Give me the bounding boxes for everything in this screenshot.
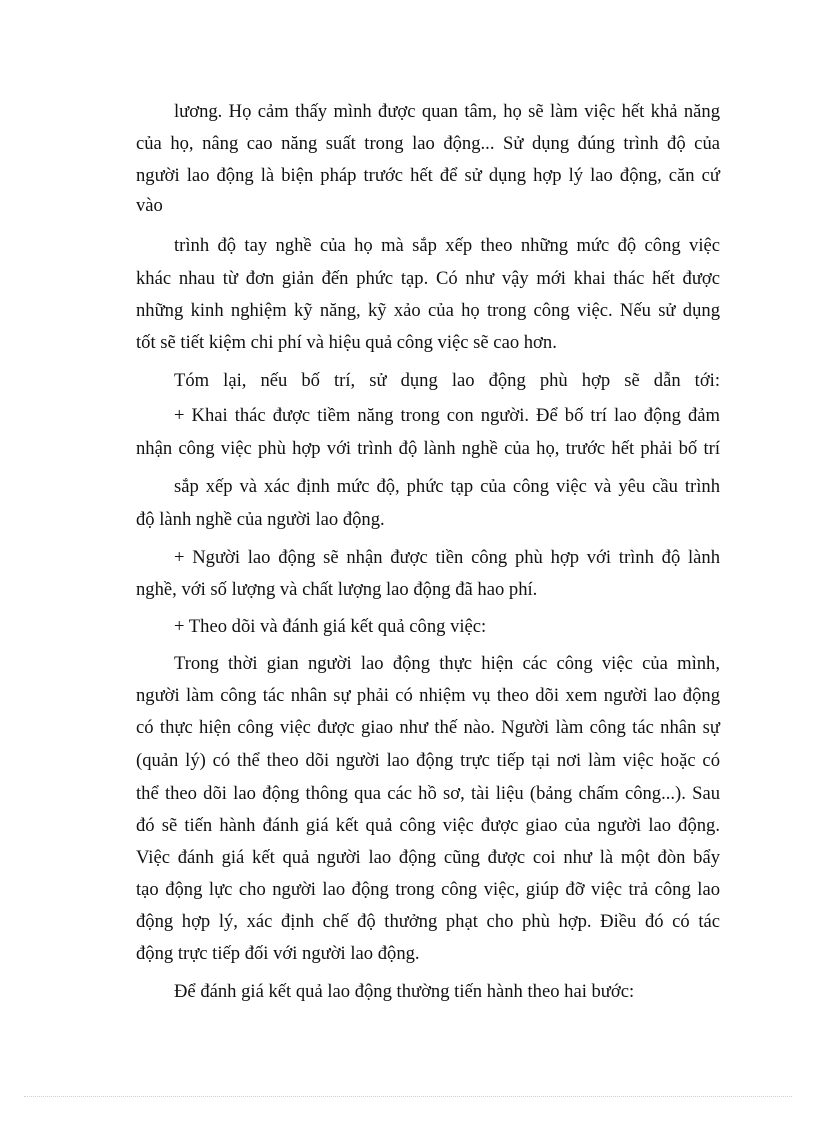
text-line: Việc đánh giá kết quả người lao động cũng được coi như là một đòn bẩy [136,847,720,868]
text-line: Trong thời gian người lao động thực hiện các công việc của mình, [174,653,720,674]
text-line: vào [136,195,163,216]
text-line: tạo động lực cho người lao động trong công việc, giúp đỡ việc trả công lao [136,879,720,900]
text-line: động hợp lý, xác định chế độ thưởng phạt cho phù hợp. Điều đó có tác [136,911,720,932]
text-line: trình độ tay nghề của họ mà sắp xếp theo những mức độ công việc [174,235,720,256]
text-line: + Theo dõi và đánh giá kết quả công việc: [174,616,487,637]
text-line: người làm công tác nhân sự phải có nhiệm vụ theo dõi xem người lao động [136,685,720,706]
text-line: khác nhau từ đơn giản đến phức tạp. Có như vậy mới khai thác hết được [136,268,720,289]
text-line: những kinh nghiệm kỹ năng, kỹ xảo của họ trong công việc. Nếu sử dụng [136,300,720,321]
text-line: đó sẽ tiến hành đánh giá kết quả công việc được giao của người lao động. [136,815,720,836]
text-line: lương. Họ cảm thấy mình được quan tâm, họ sẽ làm việc hết khả năng [174,101,720,122]
text-line: (quản lý) có thể theo dõi người lao động trực tiếp tại nơi làm việc hoặc có [136,750,720,771]
text-line: độ lành nghề của người lao động. [136,509,385,530]
page-bottom-divider [24,1096,792,1097]
text-line: động trực tiếp đối với người lao động. [136,943,420,964]
text-line: nhận công việc phù hợp với trình độ lành nghề của họ, trước hết phải bố trí [136,438,720,459]
text-line: người lao động là biện pháp trước hết để sử dụng hợp lý lao động, căn cứ [136,165,720,186]
text-line: Để đánh giá kết quả lao động thường tiến hành theo hai bước: [174,981,635,1002]
text-line: nghề, với số lượng và chất lượng lao động đã hao phí. [136,579,538,600]
text-line: có thực hiện công việc được giao như thế nào. Người làm công tác nhân sự [136,717,720,738]
text-line: Tóm lại, nếu bố trí, sử dụng lao động phù hợp sẽ dẫn tới: [174,370,720,391]
text-line: + Người lao động sẽ nhận được tiền công phù hợp với trình độ lành [174,547,720,568]
text-line: + Khai thác được tiềm năng trong con người. Để bố trí lao động đảm [174,405,720,426]
text-line: sắp xếp và xác định mức độ, phức tạp của công việc và yêu cầu trình [174,476,720,497]
text-line: tốt sẽ tiết kiệm chi phí và hiệu quả công việc sẽ cao hơn. [136,332,557,353]
text-line: thể theo dõi lao động thông qua các hồ sơ, tài liệu (bảng chấm công...). Sau [136,783,720,804]
text-line: của họ, nâng cao năng suất trong lao động... Sử dụng đúng trình độ của [136,133,720,154]
